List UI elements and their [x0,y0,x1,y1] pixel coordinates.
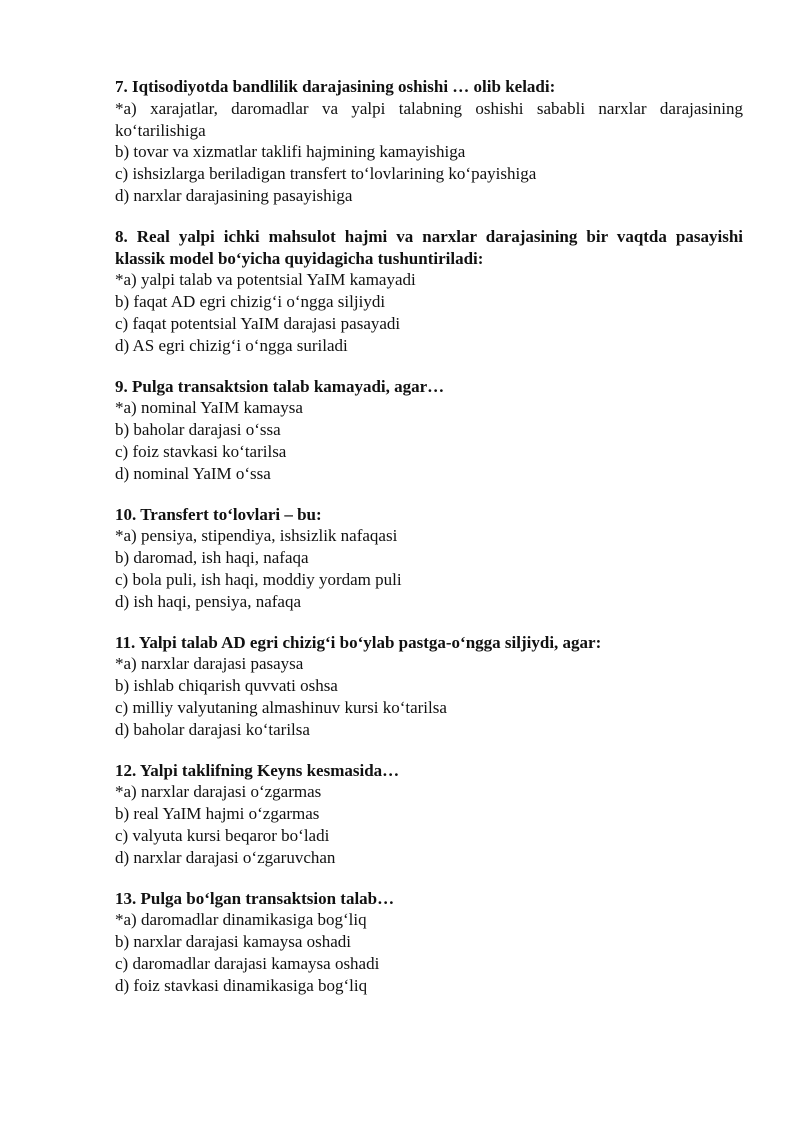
answer-option: *a) daromadlar dinamikasiga bog‘liq [115,910,367,930]
answer-option: d) nominal YaIM o‘ssa [115,463,271,483]
answer-option: d) AS egri chizig‘i o‘ngga suriladi [115,335,348,355]
question-title: 13. Pulga bo‘lgan transaktsion talab… [115,888,395,908]
question-title: 10. Transfert to‘lovlari – bu: [115,504,322,524]
answer-option: b) baholar darajasi o‘ssa [115,420,281,440]
answer-option: c) valyuta kursi beqaror bo‘ladi [115,825,330,845]
answer-option: *a) xarajatlar, daromadlar va yalpi talabning oshishi sababli narxlar darajasining ko‘tarilishiga [115,98,743,140]
question-title: 8. Real yalpi ichki mahsulot hajmi va narxlar darajasining bir vaqtda pasayishi klassik model bo‘yicha quyidagicha tushuntiriladi: [115,226,743,268]
answer-option: *a) narxlar darajasi o‘zgarmas [115,782,322,802]
answer-option: *a) yalpi talab va potentsial YaIM kamayadi [115,270,416,290]
question-title: 12. Yalpi taklifning Keyns kesmasida… [115,760,400,780]
answer-option: d) ish haqi, pensiya, nafaqa [115,591,301,611]
answer-option: b) daromad, ish haqi, nafaqa [115,548,309,568]
question-title: 9. Pulga transaktsion talab kamayadi, agar… [115,376,445,396]
question-10 [115,504,743,613]
question-9 [115,376,743,485]
answer-option: *a) nominal YaIM kamaysa [115,398,303,418]
answer-option: b) narxlar darajasi kamaysa oshadi [115,932,352,952]
answer-option: d) foiz stavkasi dinamikasiga bog‘liq [115,975,368,995]
answer-option: b) real YaIM hajmi o‘zgarmas [115,804,320,824]
answer-option: c) foiz stavkasi ko‘tarilsa [115,441,287,461]
question-13 [115,888,743,997]
answer-option: c) ishsizlarga beriladigan transfert to‘lovlarining ko‘payishiga [115,164,537,184]
answer-option: b) tovar va xizmatlar taklifi hajmining kamayishiga [115,142,466,162]
question-title: 11. Yalpi talab AD egri chizig‘i bo‘ylab pastga-o‘ngga siljiydi, agar: [115,632,602,652]
question-7 [115,76,743,207]
question-12 [115,760,743,869]
answer-option: d) baholar darajasi ko‘tarilsa [115,719,310,739]
answer-option: d) narxlar darajasi o‘zgaruvchan [115,847,336,867]
question-title: 7. Iqtisodiyotda bandlilik darajasining oshishi … olib keladi: [115,77,556,96]
answer-option: b) faqat AD egri chizig‘i o‘ngga siljiydi [115,292,386,312]
question-8 [115,226,743,357]
answer-option: c) daromadlar darajasi kamaysa oshadi [115,953,380,973]
answer-option: c) milliy valyutaning almashinuv kursi ko‘tarilsa [115,697,447,717]
document-page [115,76,743,1015]
answer-option: c) bola puli, ish haqi, moddiy yordam puli [115,569,402,589]
answer-option: *a) narxlar darajasi pasaysa [115,654,304,674]
answer-option: d) narxlar darajasining pasayishiga [115,185,353,205]
question-11 [115,632,743,741]
answer-option: b) ishlab chiqarish quvvati oshsa [115,676,338,696]
answer-option: *a) pensiya, stipendiya, ishsizlik nafaqasi [115,526,398,546]
answer-option: c) faqat potentsial YaIM darajasi pasayadi [115,313,401,333]
